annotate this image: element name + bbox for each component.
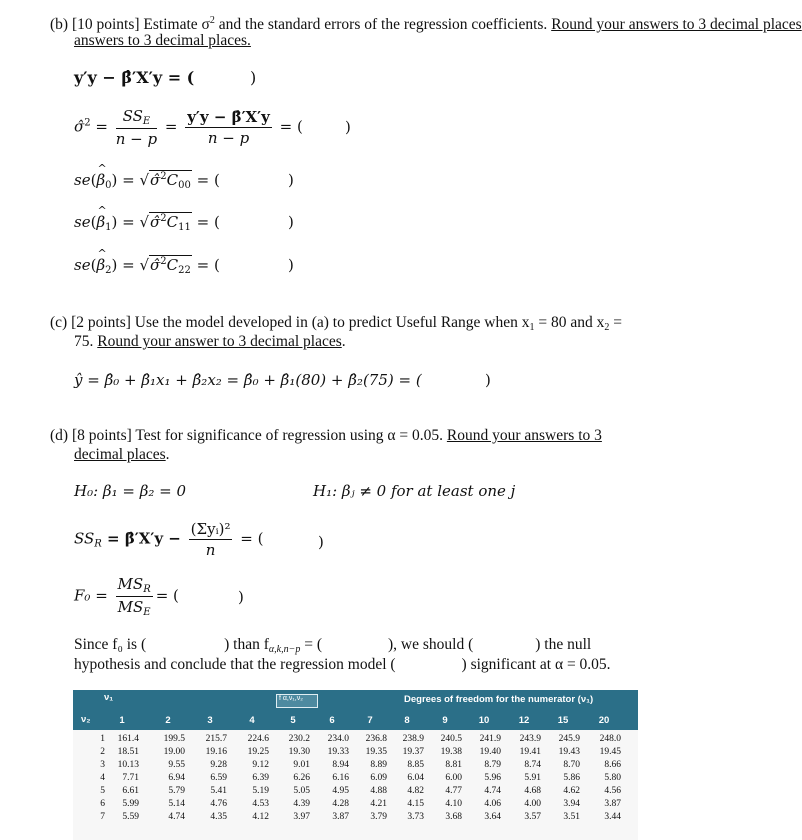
- table-cell: 9.12: [252, 760, 269, 770]
- table-cell: 7.71: [122, 773, 139, 783]
- table-cell: 4.21: [370, 799, 387, 809]
- table-cell: 4.74: [168, 812, 185, 822]
- table-cell: 4.12: [252, 812, 269, 822]
- table-cell: 236.8: [365, 734, 387, 744]
- table-cell: 4.35: [210, 812, 227, 822]
- table-cell: 5.80: [604, 773, 621, 783]
- part-b-instruction-cont: answers to 3 decimal places.: [74, 32, 251, 49]
- table-cell: 4.68: [524, 786, 541, 796]
- table-cell: 4.88: [370, 786, 387, 796]
- table-cell: 6.59: [210, 773, 227, 783]
- table-cell: 3.73: [407, 812, 424, 822]
- table-cell: 245.9: [558, 734, 580, 744]
- column-header: 10: [478, 715, 490, 726]
- table-cell: 19.25: [247, 747, 269, 757]
- table-cell: 9.28: [210, 760, 227, 770]
- table-cell: 10.13: [117, 760, 139, 770]
- row-df-label: 5: [100, 786, 105, 796]
- f0-close: ): [238, 588, 244, 606]
- column-header: 6: [329, 715, 335, 726]
- eq-yy-minus: [74, 68, 194, 87]
- table-cell: 234.0: [327, 734, 349, 744]
- table-cell: 4.15: [407, 799, 424, 809]
- table-cell: 8.66: [604, 760, 621, 770]
- f-distribution-table: [73, 690, 638, 840]
- conclusion-line2: hypothesis and conclude that the regression model ( ) significant at α = 0.05.: [74, 656, 611, 673]
- table-cell: 3.44: [604, 812, 621, 822]
- table-cell: 18.51: [117, 747, 139, 757]
- ms-fraction: $\frac{MS_R}{MS_E}$: [117, 575, 151, 618]
- table-cell: 5.59: [122, 812, 139, 822]
- nu1-label: ν₁: [104, 692, 114, 703]
- table-cell: 8.89: [370, 760, 387, 770]
- sigma-superscript: 2: [209, 15, 215, 26]
- column-header: 4: [249, 715, 255, 726]
- table-cell: 4.82: [407, 786, 424, 796]
- table-cell: 230.2: [288, 734, 310, 744]
- eq-yy-close: ): [250, 68, 257, 87]
- table-cell: 3.79: [370, 812, 387, 822]
- table-cell: 238.9: [402, 734, 424, 744]
- part-b-instruction: Round your answers to 3 decimal places: [551, 16, 802, 33]
- table-cell: 243.9: [519, 734, 541, 744]
- table-cell: 19.38: [440, 747, 462, 757]
- table-cell: 19.41: [519, 747, 541, 757]
- table-cell: 5.05: [293, 786, 310, 796]
- table-cell: 4.39: [293, 799, 310, 809]
- se-beta0-close: ): [288, 171, 294, 189]
- sigma-eq-close: ): [345, 118, 351, 136]
- column-header: 9: [442, 715, 448, 726]
- table-cell: 8.74: [524, 760, 541, 770]
- table-cell: 3.51: [563, 812, 580, 822]
- distribution-inset: f α,ν₁,ν₂: [276, 694, 318, 708]
- table-cell: 9.01: [293, 760, 310, 770]
- row-df-label: 4: [100, 773, 105, 783]
- table-cell: 5.41: [210, 786, 227, 796]
- table-cell: 4.77: [445, 786, 462, 796]
- table-cell: 8.81: [445, 760, 462, 770]
- table-body: [73, 730, 638, 840]
- table-cell: 6.94: [168, 773, 185, 783]
- table-cell: 4.95: [332, 786, 349, 796]
- table-cell: 6.16: [332, 773, 349, 783]
- se-beta0: se(^ $\beta_0$) = $√\sigmâ^2C_{00}$ = (: [74, 171, 220, 191]
- table-cell: 19.35: [365, 747, 387, 757]
- row-df-label: 3: [100, 760, 105, 770]
- table-cell: 8.70: [563, 760, 580, 770]
- table-cell: 5.19: [252, 786, 269, 796]
- column-header: 20: [598, 715, 610, 726]
- table-cell: 3.68: [445, 812, 462, 822]
- table-cell: 6.39: [252, 773, 269, 783]
- table-cell: 4.56: [604, 786, 621, 796]
- column-header: 5: [290, 715, 296, 726]
- sse-fraction: $\frac{SS_E}{n - p}$: [115, 107, 158, 148]
- row-df-label: 2: [100, 747, 105, 757]
- table-cell: 215.7: [205, 734, 227, 744]
- table-cell: 19.37: [402, 747, 424, 757]
- row-df-label: 6: [100, 799, 105, 809]
- table-cell: 8.94: [332, 760, 349, 770]
- table-cell: 5.79: [168, 786, 185, 796]
- alt-hypothesis: H₁: βⱼ ≠ 0 for at least one j: [313, 482, 516, 500]
- conclusion-line1: Since f₀ is ( ) than $f_{\alpha,k,n-p}$ = ( ), we should ( ) the null: [74, 636, 592, 655]
- table-cell: 5.14: [168, 799, 185, 809]
- table-cell: 8.79: [484, 760, 501, 770]
- column-header: 15: [557, 715, 569, 726]
- column-header: 1: [119, 715, 125, 726]
- table-cell: 19.33: [327, 747, 349, 757]
- part-d-line2: decimal places.: [74, 446, 170, 463]
- table-header: [73, 690, 638, 730]
- table-cell: 248.0: [599, 734, 621, 744]
- table-cell: 240.5: [440, 734, 462, 744]
- table-cell: 3.57: [524, 812, 541, 822]
- table-cell: 19.45: [599, 747, 621, 757]
- table-cell: 4.62: [563, 786, 580, 796]
- row-df-label: 7: [100, 812, 105, 822]
- table-cell: 161.4: [117, 734, 139, 744]
- column-header: 3: [207, 715, 213, 726]
- sum-fraction: $\frac{\text{(Σyᵢ)²}}{n}$: [190, 520, 231, 559]
- table-cell: 5.86: [563, 773, 580, 783]
- part-d-line1: (d) [8 points] Test for significance of regression using α = 0.05. Round your answers to 3: [50, 427, 602, 444]
- table-cell: 19.00: [163, 747, 185, 757]
- table-cell: 3.87: [604, 799, 621, 809]
- yy-fraction: $\frac{y'y - \betâ'X'y}{n - p}$: [187, 108, 270, 147]
- table-cell: 4.76: [210, 799, 227, 809]
- sigma-eq-open: = (: [279, 117, 303, 136]
- table-cell: 3.94: [563, 799, 580, 809]
- ssr-close: ): [318, 533, 324, 551]
- table-cell: 6.61: [122, 786, 139, 796]
- table-cell: 19.16: [205, 747, 227, 757]
- table-cell: 5.96: [484, 773, 501, 783]
- table-cell: 4.10: [445, 799, 462, 809]
- table-cell: 3.64: [484, 812, 501, 822]
- table-cell: 19.30: [288, 747, 310, 757]
- part-b-label-cont: and the standard errors of the regression coefficients.: [214, 16, 552, 33]
- table-cell: 5.91: [524, 773, 541, 783]
- table-cell: 9.55: [168, 760, 185, 770]
- table-cell: 6.26: [293, 773, 310, 783]
- sigma-hat-eq: σ̂$^2$ = $\frac{SS_E}{n - p}$ = $\frac{y'y - \betâ'X'y}{n - p}$ = (: [74, 107, 303, 148]
- row-df-label: 1: [100, 734, 105, 744]
- table-cell: 6.09: [370, 773, 387, 783]
- null-hypothesis: H₀: β₁ = β₂ = 0: [74, 482, 187, 500]
- table-cell: 224.6: [247, 734, 269, 744]
- table-cell: 8.85: [407, 760, 424, 770]
- part-c-prediction-eq: ŷ = β̂₀ + β̂₁x₁ + β̂₂x₂ = β̂₀ + β̂₁(80) + β̂₂(75) = (: [74, 371, 422, 389]
- se-beta1: se(^ $\beta_1$) = $√\sigmâ^2C_{11}$ = (: [74, 213, 220, 233]
- table-cell: 4.74: [484, 786, 501, 796]
- sigma-hat: σ̂: [74, 117, 85, 136]
- part-c-eq-close: ): [485, 371, 491, 389]
- table-cell: 4.28: [332, 799, 349, 809]
- table-cell: 241.9: [479, 734, 501, 744]
- column-header: 8: [404, 715, 410, 726]
- f0-eq: F₀ = $\frac{MS_R}{MS_E}$ = (: [74, 575, 179, 618]
- table-cell: 6.00: [445, 773, 462, 783]
- se-beta2-close: ): [288, 256, 294, 274]
- table-cell: 3.97: [293, 812, 310, 822]
- table-cell: 5.99: [122, 799, 139, 809]
- se-beta2: se(^ $\beta_2$) = $√\sigmâ^2C_{22}$ = (: [74, 256, 220, 276]
- table-cell: 4.06: [484, 799, 501, 809]
- se-beta1-close: ): [288, 213, 294, 231]
- table-cell: 6.04: [407, 773, 424, 783]
- table-cell: 19.43: [558, 747, 580, 757]
- column-header: 7: [367, 715, 373, 726]
- part-c-line1: (c) [2 points] Use the model developed in (a) to predict Useful Range when $x_1 = 80$ and $x_2$ =: [50, 314, 622, 333]
- ssr-eq: $SS_R$ = β̂′X′y − $\frac{\text{(Σyᵢ)²}}{n}$ = (: [74, 520, 264, 559]
- table-cell: 4.00: [524, 799, 541, 809]
- table-cell: 19.40: [479, 747, 501, 757]
- table-cell: 3.87: [332, 812, 349, 822]
- eq-yy-lhs: y′y − β̂′X′y = (: [74, 68, 195, 87]
- part-b-label: (b) [10 points] Estimate σ: [50, 16, 210, 33]
- table-cell: 4.53: [252, 799, 269, 809]
- column-header: 12: [518, 715, 530, 726]
- part-c-line2: 75. Round your answer to 3 decimal places.: [74, 333, 346, 350]
- table-title: Degrees of freedom for the numerator (ν₁): [404, 694, 594, 705]
- column-header: 2: [165, 715, 171, 726]
- table-cell: 199.5: [163, 734, 185, 744]
- nu2-label: ν₂: [81, 714, 91, 725]
